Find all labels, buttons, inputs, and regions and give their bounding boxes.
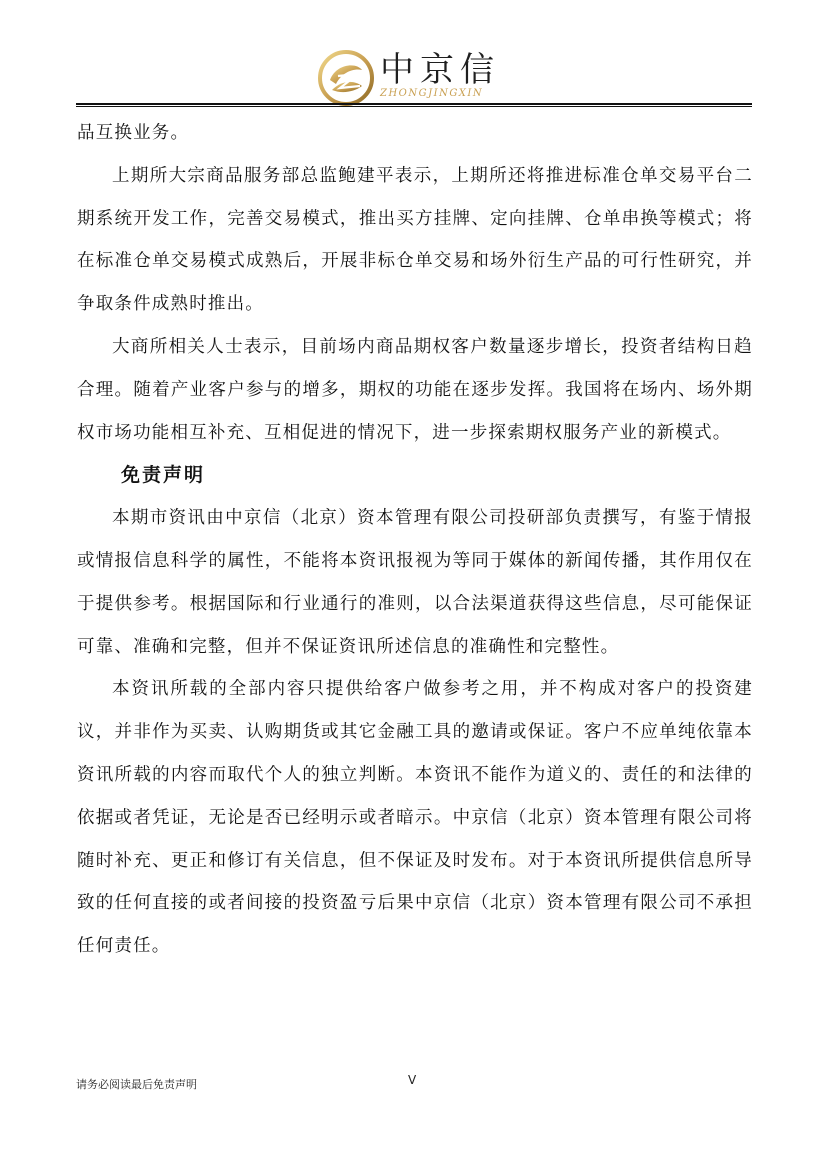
footer-note: 请务必阅读最后免责声明 xyxy=(76,1078,197,1091)
body-paragraph: 上期所大宗商品服务部总监鲍建平表示，上期所还将推进标准仓单交易平台二期系统开发工作，完善交易模式，推出买方挂牌、定向挂牌、仓单串换等模式；将在标准仓单交易模式成熟后，开展非标仓单交易和场外衍生产品的可行性研究，并争取条件成熟时推出。 xyxy=(77,165,753,315)
header-logo xyxy=(318,48,518,108)
body-paragraph: 大商所相关人士表示，目前场内商品期权客户数量逐步增长，投资者结构日趋合理。随着产业客户参与的增多，期权的功能在逐步发挥。我国将在场内、场外期权市场功能相互补充、互相促进的情况下，进一步探索期权服务产业的新模式。 xyxy=(77,336,753,443)
body-paragraph: 品互换业务。 xyxy=(77,123,190,143)
page-number: V xyxy=(408,1073,417,1087)
logo-title: 中京信 xyxy=(380,50,500,90)
disclaimer-paragraph: 本期市资讯由中京信（北京）资本管理有限公司投研部负责撰写，有鉴于情报或情报信息科学的属性，不能将本资讯报视为等同于媒体的新闻传播，其作用仅在于提供参考。根据国际和行业通行的准则，以合法渠道获得这些信息，尽可能保证可靠、准确和完整，但并不保证资讯所述信息的准确性和完整性。 xyxy=(77,508,753,657)
zjx-gold-emblem-icon xyxy=(318,50,374,106)
disclaimer-paragraph: 本资讯所载的全部内容只提供给客户做参考之用，并不构成对客户的投资建议，并非作为买卖、认购期货或其它金融工具的邀请或保证。客户不应单纯依靠本资讯所载的内容而取代个人的独立判断。本资讯不能作为道义的、责任的和法律的依据或者凭证，无论是否已经明示或者暗示。中京信（北京）资本管理有限公司将随时补充、更正和修订有关信息，但不保证及时发布。对于本资讯所提供信息所导致的任何直接的或者间接的投资盈亏后果中京信（北京）资本管理有限公司不承担任何责任。 xyxy=(77,679,753,957)
header-divider xyxy=(76,103,752,107)
disclaimer-title: 免责声明 xyxy=(121,464,206,487)
logo-subtitle: ZHONGJINGXIN xyxy=(380,88,484,99)
document-body xyxy=(77,112,753,968)
